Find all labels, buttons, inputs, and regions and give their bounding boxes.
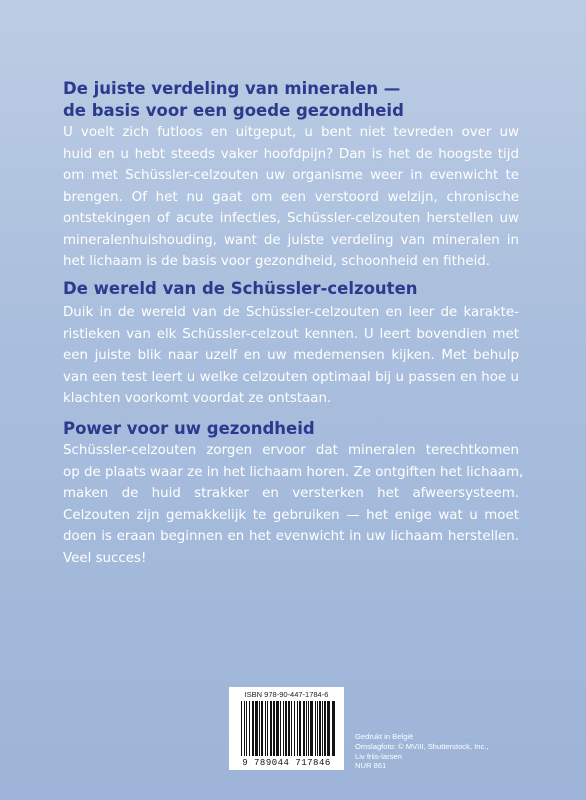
paragraph-line: een juiste blik naar uzelf en uw medemensen kijken. Met behulp [63,348,519,363]
paragraph-line: brengen. Of het nu gaat om een verstoord welzijn, chronische [63,189,519,205]
section-1-paragraph [63,122,519,273]
paragraph-line: Celzouten zijn gemakkelijk te gebruiken — het enige wat u moet [63,507,519,523]
paragraph-line: mineralenhuishouding, want de juiste verdeling van mineralen in [63,232,519,248]
section-1-heading-line: de basis voor een goede gezondheid [63,101,404,120]
colophon [355,732,525,771]
section-3-heading: Power voor uw gezondheid [63,419,315,438]
paragraph-line: Duik in de wereld van de Schüssler-celzouten en leer de karakte- [63,305,519,320]
colophon-line: Gedrukt in België [355,732,414,741]
paragraph-line: om met Schüssler-celzouten uw organisme weer in evenwicht te [63,168,519,183]
section-3-paragraph [63,440,524,569]
paragraph-line: van een test leert u welke celzouten optimaal bij u passen en hoe u [63,369,519,385]
colophon-line: NUR 861 [355,761,387,771]
paragraph-line: maken de huid strakker en versterken het afweersysteem. [63,486,519,501]
paragraph-line: huid en u hebt steeds vaker hoofdpijn? Dan is het de hoogste tijd [63,146,519,162]
paragraph-line: Schüssler-celzouten zorgen ervoor dat mineralen terechtkomen [63,443,519,458]
barcode-digits: 9 789044 717846 [242,758,331,768]
isbn-label: ISBN 978-90-447-1784-6 [244,690,329,699]
paragraph-line: het lichaam is de basis voor gezondheid, schoonheid en fitheid. [63,254,491,269]
section-2-paragraph [63,302,519,410]
section-1-heading [63,78,404,122]
colophon-line: Liv friis-larsen [355,751,402,761]
barcode [229,687,344,770]
paragraph-line: doen is eraan beginnen en het evenwicht in uw lichaam herstellen. [63,529,519,544]
paragraph-line: op de plaats waar ze in het lichaam horen. Ze ontgiften het lichaam, [63,464,524,480]
section-2-heading: De wereld van de Schüssler-celzouten [63,279,418,298]
paragraph-line: Veel succes! [63,550,147,566]
paragraph-line: U voelt zich futloos en uitgeput, u bent niet tevreden over uw [63,125,519,140]
paragraph-line: klachten voorkomt voordat ze ontstaan. [63,391,332,406]
paragraph-line: ontstekingen of acute infecties, Schüssler-celzouten herstellen uw [63,211,519,226]
section-1-heading-line: De juiste verdeling van mineralen — [63,79,401,98]
colophon-line: Omslagfoto: © MVIII, Shutterstock, Inc., [355,741,489,751]
paragraph-line: ristieken van elk Schüssler-celzout kennen. U leert bovendien met [63,326,519,342]
